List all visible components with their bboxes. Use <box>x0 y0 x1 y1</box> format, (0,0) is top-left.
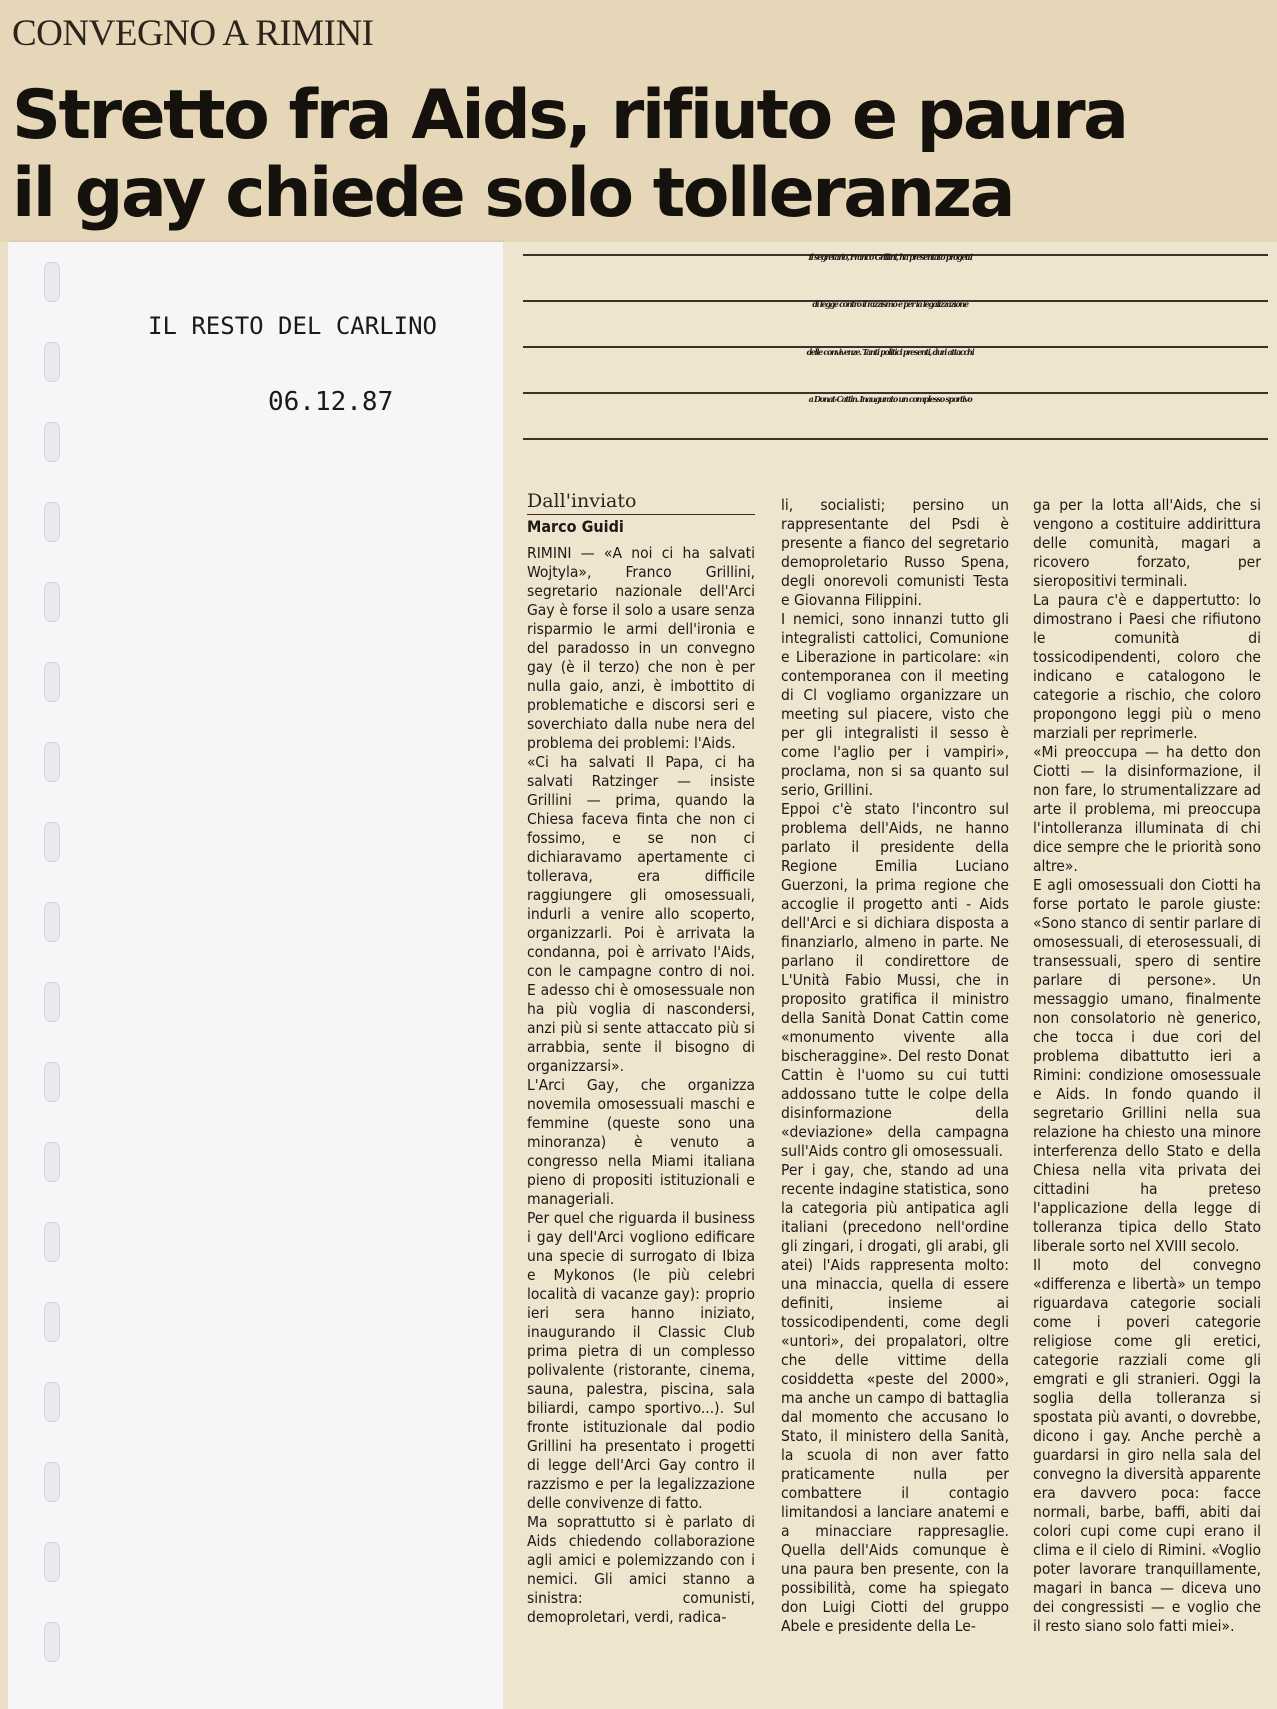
paragraph: Ma soprattutto si è parlato di Aids chiedendo collaborazione agli amici e polemizzando con i nemici. Gli amici stanno a sinistra: comunisti, demoproletari, verdi, radica- <box>527 1513 755 1626</box>
paragraph: «Mi preoccupa — ha detto don Ciotti — la disinformazione, il non fare, lo strumentalizzare ad arte il problema, mi preoccupa l'intolleranza illuminata di chi dice sempre che le priorità sono altre». <box>1033 743 1261 875</box>
kicker: CONVEGNO A RIMINI <box>12 13 374 54</box>
punch-hole <box>44 502 60 542</box>
article-column-3 <box>1033 496 1261 1636</box>
header-band <box>0 0 1277 242</box>
article-clipping <box>503 242 1277 1709</box>
subheadline-line-2: di legge contro il razzismo e per la legalizzazione <box>812 299 968 309</box>
punch-hole <box>44 902 60 942</box>
handwritten-source: IL RESTO DEL CARLINO <box>148 312 437 340</box>
punch-hole <box>44 982 60 1022</box>
article-column-1 <box>527 492 755 1627</box>
punch-hole <box>44 1142 60 1182</box>
paragraph: RIMINI — «A noi ci ha salvati Wojtyla», Franco Grillini, segretario nazionale dell'Arci Gay è forse il solo a usare senza risparmio le armi dell'ironia e del paradosso in un convegno gay (è il terzo) che non è per nulla gaio, anzi, è imbottito di problematiche e discorsi seri e soverchiato dalla nube nera del problema dei problemi: l'Aids. <box>527 544 755 752</box>
punch-hole <box>44 582 60 622</box>
paragraph: ga per la lotta all'Aids, che si vengono a costituire addirittura delle comunità, magari a ricovero forzato, per sieropositivi terminali. <box>1033 496 1261 590</box>
punch-hole <box>44 1222 60 1262</box>
paragraph: Il moto del convegno «differenza e libertà» un tempo riguardava categorie sociali come i poveri categorie religiose come gli eretici, categorie razziali come gli emgrati e gli stranieri. Oggi la soglia della tolleranza si spostata più avanti, o dovrebbe, dicono i gay. Anche perchè a guardarsi in giro nella sala del convegno la diversità apparente era davvero poca: facce normali, barbe, baffi, abiti dai colori cupi come cupi erano il clima e il cielo di Rimini. «Voglio poter lavorare tranquillamente, magari in banca — diceva uno dei congressisti — e voglio che il resto siano solo fatti miei». <box>1033 1256 1261 1635</box>
paragraph: La paura c'è e dappertutto: lo dimostrano i Paesi che rifiutono le comunità di tossicodipendenti, coloro che indicano e catalogono le categorie a rischio, che coloro propongono leggi più o meno marziali per reprimerle. <box>1033 591 1261 742</box>
paragraph: L'Arci Gay, che organizza novemila omosessuali maschi e femmine (queste sono una minoranza) è venuto a congresso nella Miami italiana pieno di propositi istituzionali e manageriali. <box>527 1076 755 1208</box>
byline-author: Marco Guidi <box>527 514 755 536</box>
punch-hole <box>44 1302 60 1342</box>
subheadline-rule <box>523 438 1268 440</box>
paragraph: «Ci ha salvati Il Papa, ci ha salvati Ratzinger — insiste Grillini — prima, quando la Chiesa faceva finta che non ci fossimo, e se non ci dichiaravamo apertamente ci tollerava, era difficile raggiungere gli omosessuali, indurli a venire allo scoperto, organizzarli. Poi è arrivata la condanna, poi è arrivato l'Aids, con le campagne contro di noi. E adesso chi è omosessuale non ha più voglia di nascondersi, anzi più si sente attaccato più si arrabbia, sente il bisogno di organizzarsi». <box>527 753 755 1075</box>
punch-hole <box>44 1382 60 1422</box>
punch-hole <box>44 742 60 782</box>
headline-line-2: il gay chiede solo tolleranza <box>12 154 1014 233</box>
paragraph: Eppoi c'è stato l'incontro sul problema dell'Aids, ne hanno parlato il presidente della Regione Emilia Luciano Guerzoni, la prima regione che accoglie il progetto anti - Aids dell'Arci e si dichiara disposta a finanziarlo, almeno in parte. Ne parlano il condirettore de L'Unità Fabio Mussi, che in proposito gratifica il ministro della Sanità Donat Cattin come «monumento vivente alla bischeraggine». Del resto Donat Cattin è l'uomo su cui tutti addossano tutte le colpe della disinformazione della «deviazione» della campagna sull'Aids contro gli omosessuali. <box>781 800 1009 1160</box>
paragraph: I nemici, sono innanzi tutto gli integralisti cattolici, Comunione e Liberazione in particolare: «in contemporanea con il meeting di Cl vogliamo organizzare un meeting sul piacere, visto che per gli integralisti il sesso è come l'aglio per i vampiri», proclama, non si sa quanto sul serio, Grillini. <box>781 610 1009 799</box>
article-column-2 <box>781 496 1009 1636</box>
note-sheet <box>8 242 503 1709</box>
punch-hole <box>44 422 60 462</box>
punch-hole <box>44 822 60 862</box>
handwritten-date: 06.12.87 <box>268 387 394 417</box>
punch-hole <box>44 1462 60 1502</box>
punch-hole <box>44 262 60 302</box>
paragraph: Per quel che riguarda il business i gay dell'Arci vogliono edificare una specie di surrogato di Ibiza e Mykonos (le più celebri località di vacanze gay): proprio ieri sera hanno iniziato, inaugurando il Classic Club prima pietra di un complesso polivalente (ristorante, cinema, sauna, palestra, piscina, sala biliardi, campo sportivo...). Sul fronte istituzionale dal podio Grillini ha presentato i progetti di legge dell'Arci Gay contro il razzismo e per la legalizzazione delle convivenze di fatto. <box>527 1209 755 1512</box>
punch-hole <box>44 1062 60 1102</box>
paragraph: li, socialisti; persino un rappresentante del Psdi è presente a fianco del segretario demoproletario Russo Spena, degli onorevoli comunisti Testa e Giovanna Filippini. <box>781 496 1009 609</box>
subheadline-line-3: delle convivenze. Tanti politici presenti, duri attacchi <box>806 347 974 357</box>
byline-label: Dall'inviato <box>527 490 637 512</box>
punch-hole <box>44 662 60 702</box>
punch-hole <box>44 342 60 382</box>
punch-hole <box>44 1622 60 1662</box>
paragraph: Per i gay, che, stando ad una recente indagine statistica, sono la categoria più antipatica agli italiani (precedono nell'ordine gli zingari, i drogati, gli arabi, gli atei) l'Aids rappresenta molto: una minaccia, quella di essere definiti, insieme ai tossicodipendenti, come degli «untori», dei propalatori, oltre che delle vittime della cosiddetta «peste del 2000», ma anche un campo di battaglia dal momento che accusano lo Stato, il ministero della Sanità, la scuola di non aver fatto praticamente nulla per combattere il contagio limitandosi a lanciare anatemi e a minacciare rappresaglie. Quella dell'Aids comunque è una paura ben presente, con la possibilità, come ha spiegato don Luigi Ciotti del gruppo Abele e presidente della Le- <box>781 1161 1009 1635</box>
subheadline-line-4: a Donat-Cattin. Inaugurato un complesso sportivo <box>808 394 972 404</box>
headline-line-1: Stretto fra Aids, rifiuto e paura <box>12 76 1127 155</box>
punch-hole <box>44 1542 60 1582</box>
paragraph: E agli omosessuali don Ciotti ha forse portato le parole giuste: «Sono stanco di sentir parlare di omosessuali, di eterosessuali, di transessuali, spero di sentire parlare di persone». Un messaggio umano, finalmente non consolatorio nè generico, che tocca i due cori del problema dibattutto ieri a Rimini: condizione omosessuale e Aids. In fondo quando il segretario Grillini nella sua relazione ha chiesto una minore interferenza dello Stato e della Chiesa nella vita privata dei cittadini ha preteso l'applicazione della legge di tolleranza tipica dello Stato liberale sorto nel XVIII secolo. <box>1033 876 1261 1255</box>
subheadline-line-1: Il segretario, Franco Grillini, ha presentato progetti <box>808 252 972 262</box>
